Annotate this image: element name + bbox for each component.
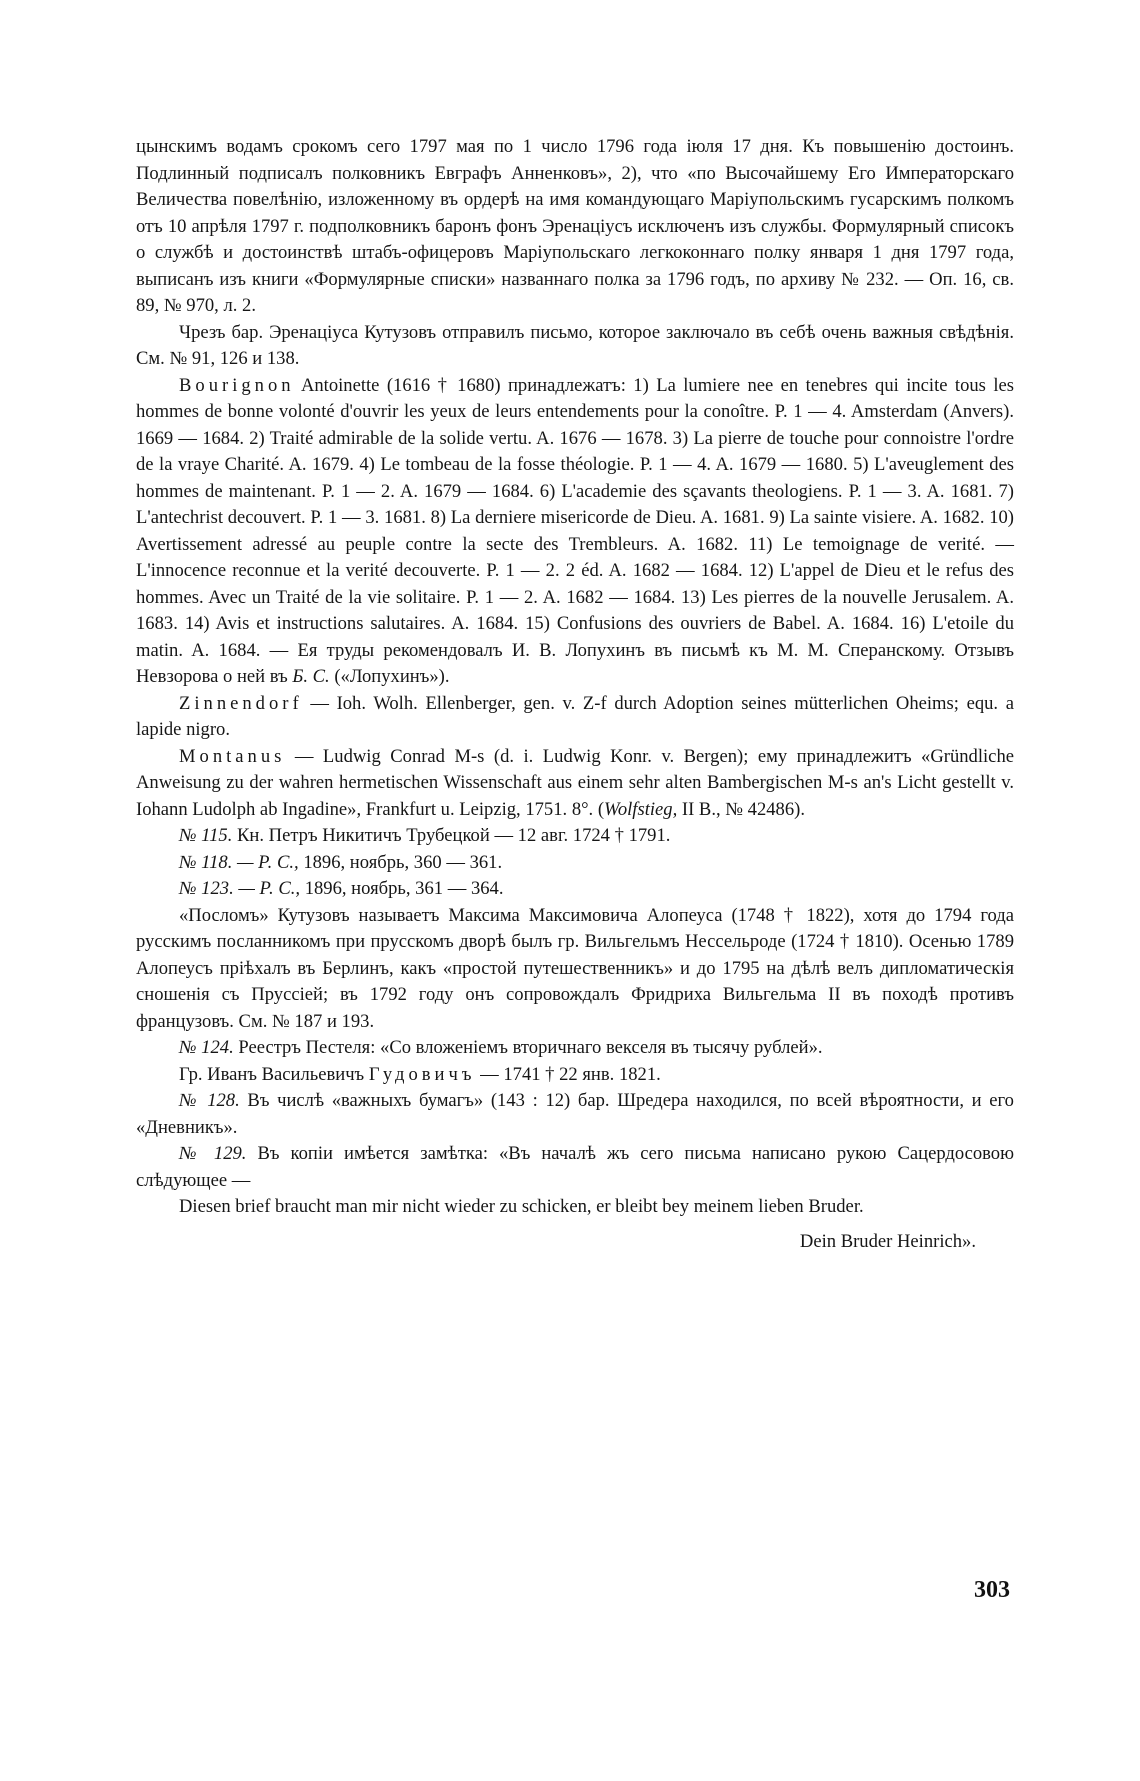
- text-run: № 124.: [179, 1037, 234, 1058]
- text-run: Чрезъ бар. Эренаціуса Кутузовъ отправилъ письмо, которое заключало въ себѣ очень важныя свѣдѣнія. См. № 91, 126 и 138.: [136, 321, 1014, 369]
- text-run: Гр. Иванъ Васильевичъ: [179, 1063, 369, 1085]
- text-run: № 128.: [179, 1090, 240, 1111]
- text-run: «Посломъ» Кутузовъ называетъ Максима Максимовича Алопеуса (1748 † 1822), хотя до 1794 года русскимъ посланникомъ при прусскомъ дворѣ былъ гр. Вильгельмъ Нессельроде (1724 † 1810). Осенью 1789 Алопеусъ пріѣхалъ въ Берлинъ, какъ «простой путешественникъ» и до 1795 на дѣлѣ велъ дипломатическія сношенія съ Пруссіей; въ 1792 году онъ сопровождалъ Фридриха Вильгельма II въ походѣ противъ французовъ. См. № 187 и 193.: [136, 904, 1014, 1032]
- paragraph-erenatsius-letter: [136, 320, 1014, 373]
- text-run: Реестръ Пестеля: «Со вложеніемъ вторичнаго векселя въ тысячу рублей».: [233, 1037, 823, 1058]
- text-run: Antoinette (1616 † 1680) принадлежатъ: 1) La lumiere nee en tenebres qui incite tous les hommes de bonne volonté d'ouvrir les yeux de leurs entendements pour la conoître. P. 1 — 4. Amsterdam (Anvers). 1669 — 1684. 2) Traité admirable de la solide vertu. A. 1676 — 1678. 3) La pierre de touche pour connoistre l'ordre de la vraye Charité. A. 1679. 4) Le tombeau de la fosse théologie. P. 1 — 4. A. 1679 — 1680. 5) L'aveuglement des hommes de maintenant. P. 1 — 2. A. 1679 — 1684. 6) L'academie des sçavants theologiens. P. 1 — 3. A. 1681. 7) L'antechrist decouvert. P. 1 — 3. 1681. 8) La derniere misericorde de Dieu. A. 1681. 9) La sainte visiere. A. 1682. 10) Avertissement adressé au peuple contre la secte des Trembleurs. A. 1682. 11) Le temoignage de verité. — L'innocence reconnue et la verité decouverte. P. 1 — 2. 2 éd. A. 1682 — 1684. 12) L'appel de Dieu et le refus des hommes. Avec un Traité de la vie solitaire. P. 1 — 2. A. 1682 — 1684. 13) Les pierres de la nouvelle Jerusalem. A. 1683. 14) Avis et instructions salutaires. A. 1684. 15) Confusions des ouvriers de Babel. A. 1684. 16) L'etoile du matin. A. 1684. — Ея труды рекомендовалъ И. В. Лопухинъ въ письмѣ къ М. М. Сперанскому. Отзывъ Невзорова о ней въ: [136, 374, 1014, 687]
- paragraph-gudovich: [136, 1062, 1014, 1089]
- note-115: [136, 823, 1014, 850]
- paragraph-zinnendorf: [136, 691, 1014, 744]
- note-118: [136, 850, 1014, 877]
- text-run: 1896, ноябрь, 360 — 361.: [298, 851, 503, 873]
- note-124: [136, 1035, 1014, 1062]
- german-quote: [136, 1194, 1014, 1221]
- text-run: цынскимъ водамъ срокомъ сего 1797 мая по 1 число 1796 года іюля 17 дня. Къ повышенію достоинъ. Подлинный подписалъ полковникъ Евграфъ Анненковъ», 2), что «по Высочайшему Его Императорскаго Величества повелѣнію, изложенному въ ордерѣ на имя командующаго Маріупольскимъ гусарскимъ полкомъ отъ 10 апрѣля 1797 г. подполковникъ баронъ фонъ Эренаціусъ исключенъ изъ службы. Формулярный списокъ о службѣ и достоинствѣ штабъ-офицеровъ Маріупольскаго легкоконнаго полку января 1 дня 1797 года, выписанъ изъ книги «Формулярные списки» названнаго полка за 1796 годъ, по архиву № 232. — Оп. 16, св. 89, № 970, л. 2.: [136, 136, 1014, 316]
- paragraph-alopeus: [136, 903, 1014, 1036]
- text-run: № 123. — Р. С.,: [179, 878, 301, 899]
- text-run: Bourignon: [179, 374, 295, 396]
- page-body: [136, 134, 1014, 1255]
- text-run: Въ числѣ «важныхъ бумагъ» (143 : 12) бар. Шредера находился, по всей вѣроятности, и его «Дневникъ».: [136, 1090, 1014, 1138]
- text-run: Zinnendorf: [179, 692, 303, 714]
- paragraph-bourignon: [136, 373, 1014, 691]
- text-run: Montanus: [179, 745, 286, 767]
- note-129: [136, 1141, 1014, 1194]
- paragraph-montanus: [136, 744, 1014, 824]
- text-run: II B., № 42486).: [677, 798, 805, 820]
- text-run: — Ioh. Wolh. Ellenberger, gen. v. Z-f durch Adoption seines mütterlichen Oheims; equ. a lapide nigro.: [136, 692, 1014, 740]
- text-run: 1896, ноябрь, 361 — 364.: [300, 878, 504, 899]
- text-run: Кн. Петръ Никитичъ Трубецкой — 12 авг. 1724 † 1791.: [232, 825, 671, 846]
- text-run: Въ копіи имѣется замѣтка: «Въ началѣ жъ сего письма написано рукою Сацердосовою слѣдующее —: [136, 1143, 1014, 1191]
- text-run: — 1741 † 22 янв. 1821.: [475, 1063, 661, 1085]
- page-number: 303: [974, 1577, 1010, 1603]
- text-run: № 129.: [179, 1143, 247, 1164]
- text-run: № 115.: [179, 825, 233, 846]
- text-run: Wolfstieg,: [604, 798, 678, 820]
- text-run: № 118. — Р. С.,: [179, 851, 299, 873]
- note-123: [136, 876, 1014, 903]
- text-run: Гудовичъ: [368, 1063, 476, 1085]
- signature: Dein Bruder Heinrich».: [799, 1230, 976, 1252]
- text-run: Б. С.: [292, 666, 330, 687]
- text-run: — Ludwig Conrad M-s (d. i. Ludwig Konr. v. Bergen); ему принадлежитъ «Gründliche Anweisung zu der wahren hermetischen Wissenschaft aus einem sehr alten Bambergischen M-s an's Licht gestellt v. Iohann Ludolph ab Ingadine», Frankfurt u. Leipzig, 1751. 8°. (: [136, 745, 1014, 820]
- text-run: Diesen brief braucht man mir nicht wieder zu schicken, er bleibt bey meinem lieben Bruder.: [179, 1196, 864, 1217]
- paragraph-continuation: [136, 134, 1014, 320]
- note-128: [136, 1088, 1014, 1141]
- text-run: («Лопухинъ»).: [329, 666, 450, 687]
